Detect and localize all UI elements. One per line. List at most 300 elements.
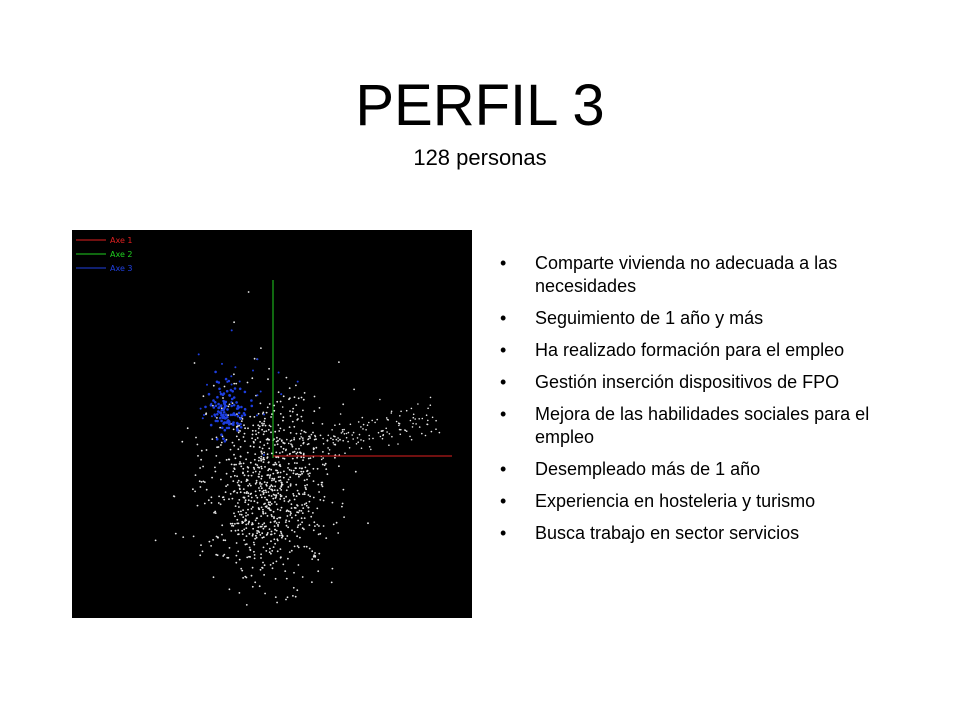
scatter-point [291, 503, 293, 505]
scatter-point [426, 424, 428, 426]
scatter-point [425, 435, 427, 437]
scatter-point [304, 492, 306, 494]
scatter-point [270, 521, 272, 523]
scatter-point [219, 427, 221, 429]
scatter-point [263, 431, 265, 433]
scatter-point [259, 471, 261, 473]
scatter-point [244, 433, 246, 435]
scatter-point [252, 430, 254, 432]
scatter-point [418, 418, 420, 420]
legend-label: Axe 2 [110, 250, 133, 259]
scatter-point [333, 524, 335, 526]
scatter-point [266, 499, 268, 501]
scatter-point [294, 396, 296, 398]
scatter-point [215, 455, 217, 457]
scatter-point [280, 531, 282, 533]
scatter-point [224, 386, 226, 388]
scatter-point [199, 480, 201, 482]
scatter-point [252, 535, 254, 537]
scatter-point [294, 499, 296, 501]
scatter-point [315, 438, 317, 440]
scatter-point [258, 460, 260, 462]
scatter-point [268, 462, 270, 464]
scatter-point [235, 505, 237, 507]
scatter-point [248, 291, 250, 293]
scatter-point [324, 464, 326, 466]
scatter-point [258, 428, 260, 430]
scatter-point [245, 544, 247, 546]
scatter-point [295, 467, 297, 469]
scatter-point [297, 418, 299, 420]
scatter-point [314, 435, 316, 437]
scatter-point [328, 435, 330, 437]
scatter-point [386, 431, 388, 433]
scatter-point [218, 388, 221, 391]
scatter-point [279, 535, 281, 537]
scatter-point [223, 499, 225, 501]
scatter-point [309, 464, 311, 466]
scatter-point [406, 410, 408, 412]
scatter-point [300, 436, 302, 438]
scatter-point [346, 433, 348, 435]
scatter-point [222, 397, 224, 399]
scatter-point [241, 530, 243, 532]
scatter-point [314, 396, 316, 398]
scatter-point [254, 581, 256, 583]
scatter-point [251, 508, 253, 510]
scatter-point [285, 538, 287, 540]
scatter-point [313, 521, 315, 523]
scatter-point [300, 433, 302, 435]
scatter-point [235, 530, 237, 532]
scatter-point [242, 577, 244, 579]
scatter-point [301, 473, 303, 475]
scatter-point [275, 481, 277, 483]
scatter-point [274, 533, 276, 535]
scatter-point [262, 562, 264, 564]
bullet-text: Busca trabajo en sector servicios [535, 523, 800, 543]
scatter-point [215, 405, 218, 408]
scatter-point [252, 434, 254, 436]
scatter-point [265, 425, 267, 427]
bullet-item [500, 252, 920, 298]
scatter-point [303, 528, 305, 530]
scatter-point [236, 422, 239, 425]
scatter-point [274, 444, 276, 446]
scatter-point [308, 475, 310, 477]
scatter-point [271, 503, 273, 505]
scatter-point [311, 550, 313, 552]
scatter-point [341, 432, 343, 434]
scatter-point [300, 524, 302, 526]
scatter-point [369, 438, 371, 440]
scatter-point [379, 399, 381, 401]
scatter-point [348, 432, 350, 434]
scatter-point [232, 498, 234, 500]
scatter-point [302, 512, 304, 514]
scatter-point [226, 557, 228, 559]
scatter-point [286, 439, 288, 441]
scatter-point [284, 442, 286, 444]
scatter-point [249, 483, 251, 485]
scatter-point [289, 453, 291, 455]
scatter-point [290, 443, 292, 445]
scatter-point [240, 446, 242, 448]
scatter-point [211, 496, 213, 498]
scatter-point [276, 503, 278, 505]
scatter-point [211, 477, 213, 479]
scatter-point [195, 474, 197, 476]
scatter-point [173, 495, 175, 497]
scatter-point [239, 423, 242, 426]
scatter-point [238, 412, 241, 415]
scatter-point [325, 468, 327, 470]
scatter-point [298, 476, 300, 478]
scatter-point [260, 458, 262, 460]
scatter-point [267, 407, 269, 409]
scatter-point [248, 522, 250, 524]
scatter-point [339, 439, 341, 441]
scatter-point [270, 469, 272, 471]
scatter-point [259, 534, 261, 536]
slide-subtitle: 128 personas [413, 145, 547, 170]
scatter-point [279, 452, 281, 454]
scatter-point [262, 448, 264, 450]
scatter-point [422, 418, 424, 420]
scatter-point [253, 542, 255, 544]
scatter-point [263, 454, 265, 456]
scatter-point [415, 423, 417, 425]
scatter-point [427, 420, 429, 422]
scatter-point [288, 463, 290, 465]
bullet-text: Desempleado más de 1 año [535, 459, 761, 479]
scatter-point [255, 463, 257, 465]
scatter-point [309, 472, 311, 474]
scatter-point [244, 576, 246, 578]
scatter-point [282, 406, 284, 408]
bullet-text: Gestión inserción dispositivos de FPO [535, 372, 840, 392]
scatter-point [270, 540, 272, 542]
scatter-point [349, 447, 351, 449]
scatter-point [230, 401, 232, 403]
scatter-point [302, 443, 304, 445]
scatter-point [262, 509, 264, 511]
scatter-point [229, 394, 232, 397]
scatter-point [281, 439, 283, 441]
scatter-point [309, 437, 311, 439]
scatter-point [278, 372, 280, 374]
scatter-point [342, 440, 344, 442]
scatter-point [238, 480, 240, 482]
scatter-point [213, 576, 215, 578]
scatter-point [274, 525, 276, 527]
scatter-point [313, 410, 315, 412]
scatter-point [259, 421, 261, 423]
scatter-point [391, 412, 393, 414]
scatter-point [313, 497, 315, 499]
scatter-point [226, 408, 229, 411]
scatter-point [398, 425, 400, 427]
scatter-point [273, 538, 275, 540]
scatter-point [263, 503, 265, 505]
scatter-point [293, 572, 295, 574]
scatter-point [246, 604, 248, 606]
scatter-point [296, 457, 298, 459]
title-block [0, 74, 960, 172]
scatter-point [308, 438, 310, 440]
scatter-point [233, 445, 235, 447]
scatter-point [221, 415, 224, 418]
scatter-point [304, 479, 306, 481]
scatter-point [233, 464, 235, 466]
scatter-point [276, 602, 278, 604]
scatter-point [317, 559, 319, 561]
scatter-point [316, 508, 318, 510]
scatter-point [258, 523, 260, 525]
scatter-point [219, 462, 221, 464]
scatter-point [298, 547, 300, 549]
scatter-point [217, 403, 220, 406]
scatter-point [411, 439, 413, 441]
scatter-point [260, 460, 262, 462]
scatter-point [246, 557, 248, 559]
scatter-point [224, 440, 227, 443]
scatter-point [269, 486, 271, 488]
scatter-point [289, 426, 291, 428]
scatter-point [175, 533, 177, 535]
scatter-point [259, 585, 261, 587]
scatter-point [236, 475, 238, 477]
scatter-point [290, 432, 292, 434]
scatter-point [279, 517, 281, 519]
scatter-point [220, 444, 222, 446]
scatter-point [292, 595, 294, 597]
scatter-point [362, 428, 364, 430]
scatter-point [256, 464, 258, 466]
scatter-point [318, 525, 320, 527]
scatter-point [309, 501, 311, 503]
plot-legend [76, 236, 133, 273]
scatter-point [212, 539, 214, 541]
scatter-point [220, 479, 222, 481]
scatter-point [344, 433, 346, 435]
scatter-point [338, 361, 340, 363]
bullet-item [500, 490, 920, 513]
scatter-point [228, 420, 231, 423]
scatter-point [264, 481, 266, 483]
scatter-point [288, 510, 290, 512]
scatter-point [255, 430, 257, 432]
scatter-point [259, 426, 261, 428]
scatter-point [291, 550, 293, 552]
scatter-point [254, 558, 256, 560]
scatter-point [318, 534, 320, 536]
scatter-point [273, 479, 275, 481]
scatter-point [243, 424, 245, 426]
scatter-point [221, 524, 223, 526]
scatter-point [220, 433, 223, 436]
scatter-point [260, 478, 262, 480]
scatter-point [267, 378, 269, 380]
scatter-point [294, 451, 296, 453]
scatter-point [244, 501, 246, 503]
scatter-point [283, 471, 285, 473]
scatter-point [306, 484, 308, 486]
scatter-point [303, 471, 305, 473]
scatter-point [292, 493, 294, 495]
scatter-point [234, 387, 237, 390]
scatter-point [292, 411, 294, 413]
scatter-point [412, 426, 414, 428]
scatter-point [263, 420, 265, 422]
scatter-point [225, 378, 228, 381]
scatter-point [251, 475, 253, 477]
scatter-point [260, 391, 262, 393]
scatter-point [216, 438, 219, 441]
scatter-point [427, 408, 429, 410]
scatter-point [244, 492, 246, 494]
legend-label: Axe 1 [110, 236, 133, 245]
scatter-point [295, 514, 297, 516]
scatter-point [201, 450, 203, 452]
scatter-point [277, 524, 279, 526]
scatter-point [254, 358, 256, 360]
scatter-point [430, 397, 432, 399]
scatter-point [208, 499, 210, 501]
scatter-point [305, 467, 307, 469]
scatter-point [277, 424, 279, 426]
scatter-point [289, 387, 291, 389]
scatter-point [313, 556, 315, 558]
scatter-point [314, 555, 316, 557]
scatter-point [311, 434, 313, 436]
scatter-point [296, 495, 298, 497]
scatter-point [263, 493, 265, 495]
scatter-point [307, 507, 309, 509]
scatter-point [252, 533, 254, 535]
scatter-point [283, 448, 285, 450]
scatter-point [243, 463, 245, 465]
scatter-point [287, 558, 289, 560]
scatter-point [295, 484, 297, 486]
scatter-point [248, 495, 250, 497]
bullet-text: Comparte vivienda no adecuada a las necesidades [535, 253, 838, 296]
scatter-point [254, 416, 256, 418]
scatter-point [267, 439, 269, 441]
scatter-point [327, 447, 329, 449]
scatter-point [182, 536, 184, 538]
scatter-point [283, 498, 285, 500]
scatter-point [288, 501, 290, 503]
scatter-point [230, 530, 232, 532]
scatter-point [290, 440, 292, 442]
scatter-point [252, 472, 254, 474]
scatter-point [256, 358, 258, 360]
scatter-point [261, 475, 263, 477]
scatter-point [263, 423, 265, 425]
scatter-point [232, 523, 234, 525]
scatter-point [313, 480, 315, 482]
scatter-point [263, 461, 265, 463]
scatter-point [251, 405, 254, 408]
scatter-point [334, 457, 336, 459]
scatter-point [258, 473, 260, 475]
scatter-point [342, 429, 344, 431]
scatter-point [267, 443, 269, 445]
scatter-point [253, 468, 255, 470]
scatter-point [261, 532, 263, 534]
scatter-point [268, 488, 270, 490]
scatter-point [272, 498, 274, 500]
scatter-point [214, 416, 216, 418]
scatter-point [299, 452, 301, 454]
scatter-point [342, 403, 344, 405]
scatter-point [273, 516, 275, 518]
scatter-point [411, 408, 413, 410]
scatter-point [212, 399, 215, 402]
scatter-point [406, 430, 408, 432]
scatter-point [263, 444, 265, 446]
scatter-point [250, 493, 252, 495]
scatter-point [243, 539, 245, 541]
scatter-point [274, 501, 276, 503]
scatter-point [261, 537, 263, 539]
scatter-point [211, 415, 213, 417]
scatter-point [242, 468, 244, 470]
scatter-point [203, 414, 205, 416]
scatter-point [227, 484, 229, 486]
scatter-point [286, 535, 288, 537]
scatter-point [302, 437, 304, 439]
scatter-point [243, 436, 245, 438]
scatter-point [234, 523, 236, 525]
scatter-point [228, 498, 230, 500]
scatter-point [289, 476, 291, 478]
scatter-point [360, 426, 362, 428]
scatter-point [219, 417, 222, 420]
scatter-point [292, 446, 294, 448]
scatter-point [237, 482, 239, 484]
scatter-point [281, 507, 283, 509]
scatter-point [252, 513, 254, 515]
scatter-point [322, 423, 324, 425]
scatter-point [230, 449, 232, 451]
scatter-point [251, 497, 253, 499]
scatter-point [283, 429, 285, 431]
scatter-point [358, 421, 360, 423]
bullet-text: Mejora de las habilidades sociales para el empleo [535, 404, 870, 447]
scatter-point [295, 596, 297, 598]
scatter-point [236, 492, 238, 494]
scatter-point [400, 411, 402, 413]
scatter-point [244, 409, 246, 411]
scatter-point [338, 465, 340, 467]
scatter-point [247, 471, 249, 473]
scatter-point [374, 422, 376, 424]
scatter-point [297, 452, 299, 454]
scatter-point [249, 549, 251, 551]
scatter-point [413, 417, 415, 419]
scatter-point [280, 472, 282, 474]
scatter-point [253, 551, 255, 553]
scatter-point [236, 523, 238, 525]
scatter-point [299, 537, 301, 539]
scatter-point [187, 427, 189, 429]
scatter-point [240, 456, 242, 458]
scatter-point [261, 497, 263, 499]
scatter-point [260, 347, 262, 349]
scatter-point [272, 464, 274, 466]
